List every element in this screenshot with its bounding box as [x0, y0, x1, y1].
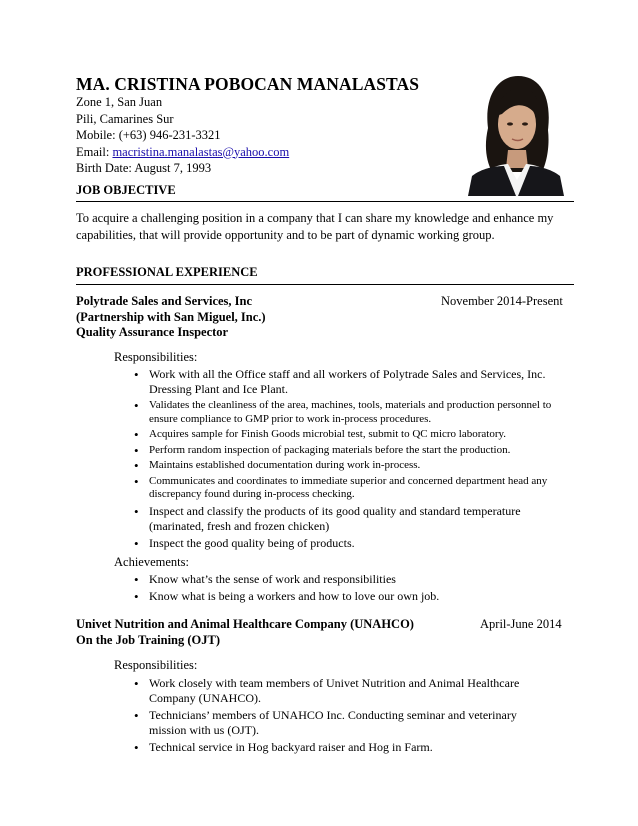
- address-line-1: Zone 1, San Juan: [76, 95, 163, 109]
- birth-date: Birth Date: August 7, 1993: [76, 161, 212, 175]
- company-name: Polytrade Sales and Services, Inc: [76, 294, 253, 308]
- email-line: [76, 144, 289, 161]
- list-item: • Technical service in Hog backyard raiser and Hog in Farm.: [134, 740, 554, 755]
- job-objective-heading: JOB OBJECTIVE: [76, 183, 176, 197]
- list-item: • Inspect the good quality being of products.: [134, 536, 554, 551]
- job-date: April-June 2014: [480, 617, 562, 631]
- list-item: • Maintains established documentation during work in-process.: [134, 459, 554, 473]
- achievements-list: [134, 572, 554, 606]
- position-title: Quality Assurance Inspector: [76, 325, 229, 339]
- company-name: Univet Nutrition and Animal Healthcare Company (UNAHCO): [76, 617, 414, 631]
- list-item: • Acquires sample for Finish Goods microbial test, submit to QC micro laboratory.: [134, 428, 554, 442]
- list-item: • Know what’s the sense of work and responsibilities: [134, 572, 554, 587]
- responsibilities-list: [134, 367, 554, 553]
- company-subtitle: (Partnership with San Miguel, Inc.): [76, 309, 266, 324]
- email-label: Email:: [76, 144, 113, 159]
- section-divider: [76, 201, 574, 202]
- section-divider: [76, 284, 574, 285]
- responsibilities-list: [134, 676, 554, 757]
- contact-block: [76, 94, 289, 177]
- list-item: • Inspect and classify the products of its good quality and standard temperature (marinated, fresh and frozen chicken): [134, 504, 554, 534]
- list-item: • Perform random inspection of packaging materials before the start the production.: [134, 444, 554, 458]
- portrait-image: [468, 68, 564, 196]
- email-link[interactable]: macristina.manalastas@yahoo.com: [112, 144, 290, 159]
- list-item: • Work with all the Office staff and all workers of Polytrade Sales and Services, Inc. Dressing Plant and Ice Plant.: [134, 367, 554, 397]
- address-line-2: Pili, Camarines Sur: [76, 111, 174, 126]
- applicant-photo: [468, 68, 564, 196]
- objective-text: To acquire a challenging position in a company that I can share my knowledge and enhance my capabilities, that will provide opportunity and to be part of dynamic working group.: [76, 211, 554, 242]
- professional-experience-heading: PROFESSIONAL EXPERIENCE: [76, 265, 258, 279]
- responsibilities-label: Responsibilities:: [114, 350, 198, 364]
- list-item: • Technicians’ members of UNAHCO Inc. Conducting seminar and veterinary mission with us (OJT).: [134, 708, 554, 738]
- list-item: • Communicates and coordinates to immediate superior and concerned department head any discrepancy found during in-process checking.: [134, 475, 554, 502]
- list-item: • Validates the cleanliness of the area, machines, tools, materials and production personnel to ensure compliance to GMP prior to work in-process procedures.: [134, 399, 554, 426]
- list-item: • Work closely with team members of Univet Nutrition and Animal Healthcare Company (UNAHCO).: [134, 676, 554, 706]
- applicant-name: MA. CRISTINA POBOCAN MANALASTAS: [76, 74, 420, 94]
- job-date: November 2014-Present: [441, 294, 563, 308]
- responsibilities-label: Responsibilities:: [114, 658, 198, 672]
- mobile-number: Mobile: (+63) 946-231-3321: [76, 128, 221, 142]
- achievements-label: Achievements:: [114, 555, 189, 569]
- position-title: On the Job Training (OJT): [76, 632, 221, 647]
- list-item: • Know what is being a workers and how to love our own job.: [134, 589, 554, 604]
